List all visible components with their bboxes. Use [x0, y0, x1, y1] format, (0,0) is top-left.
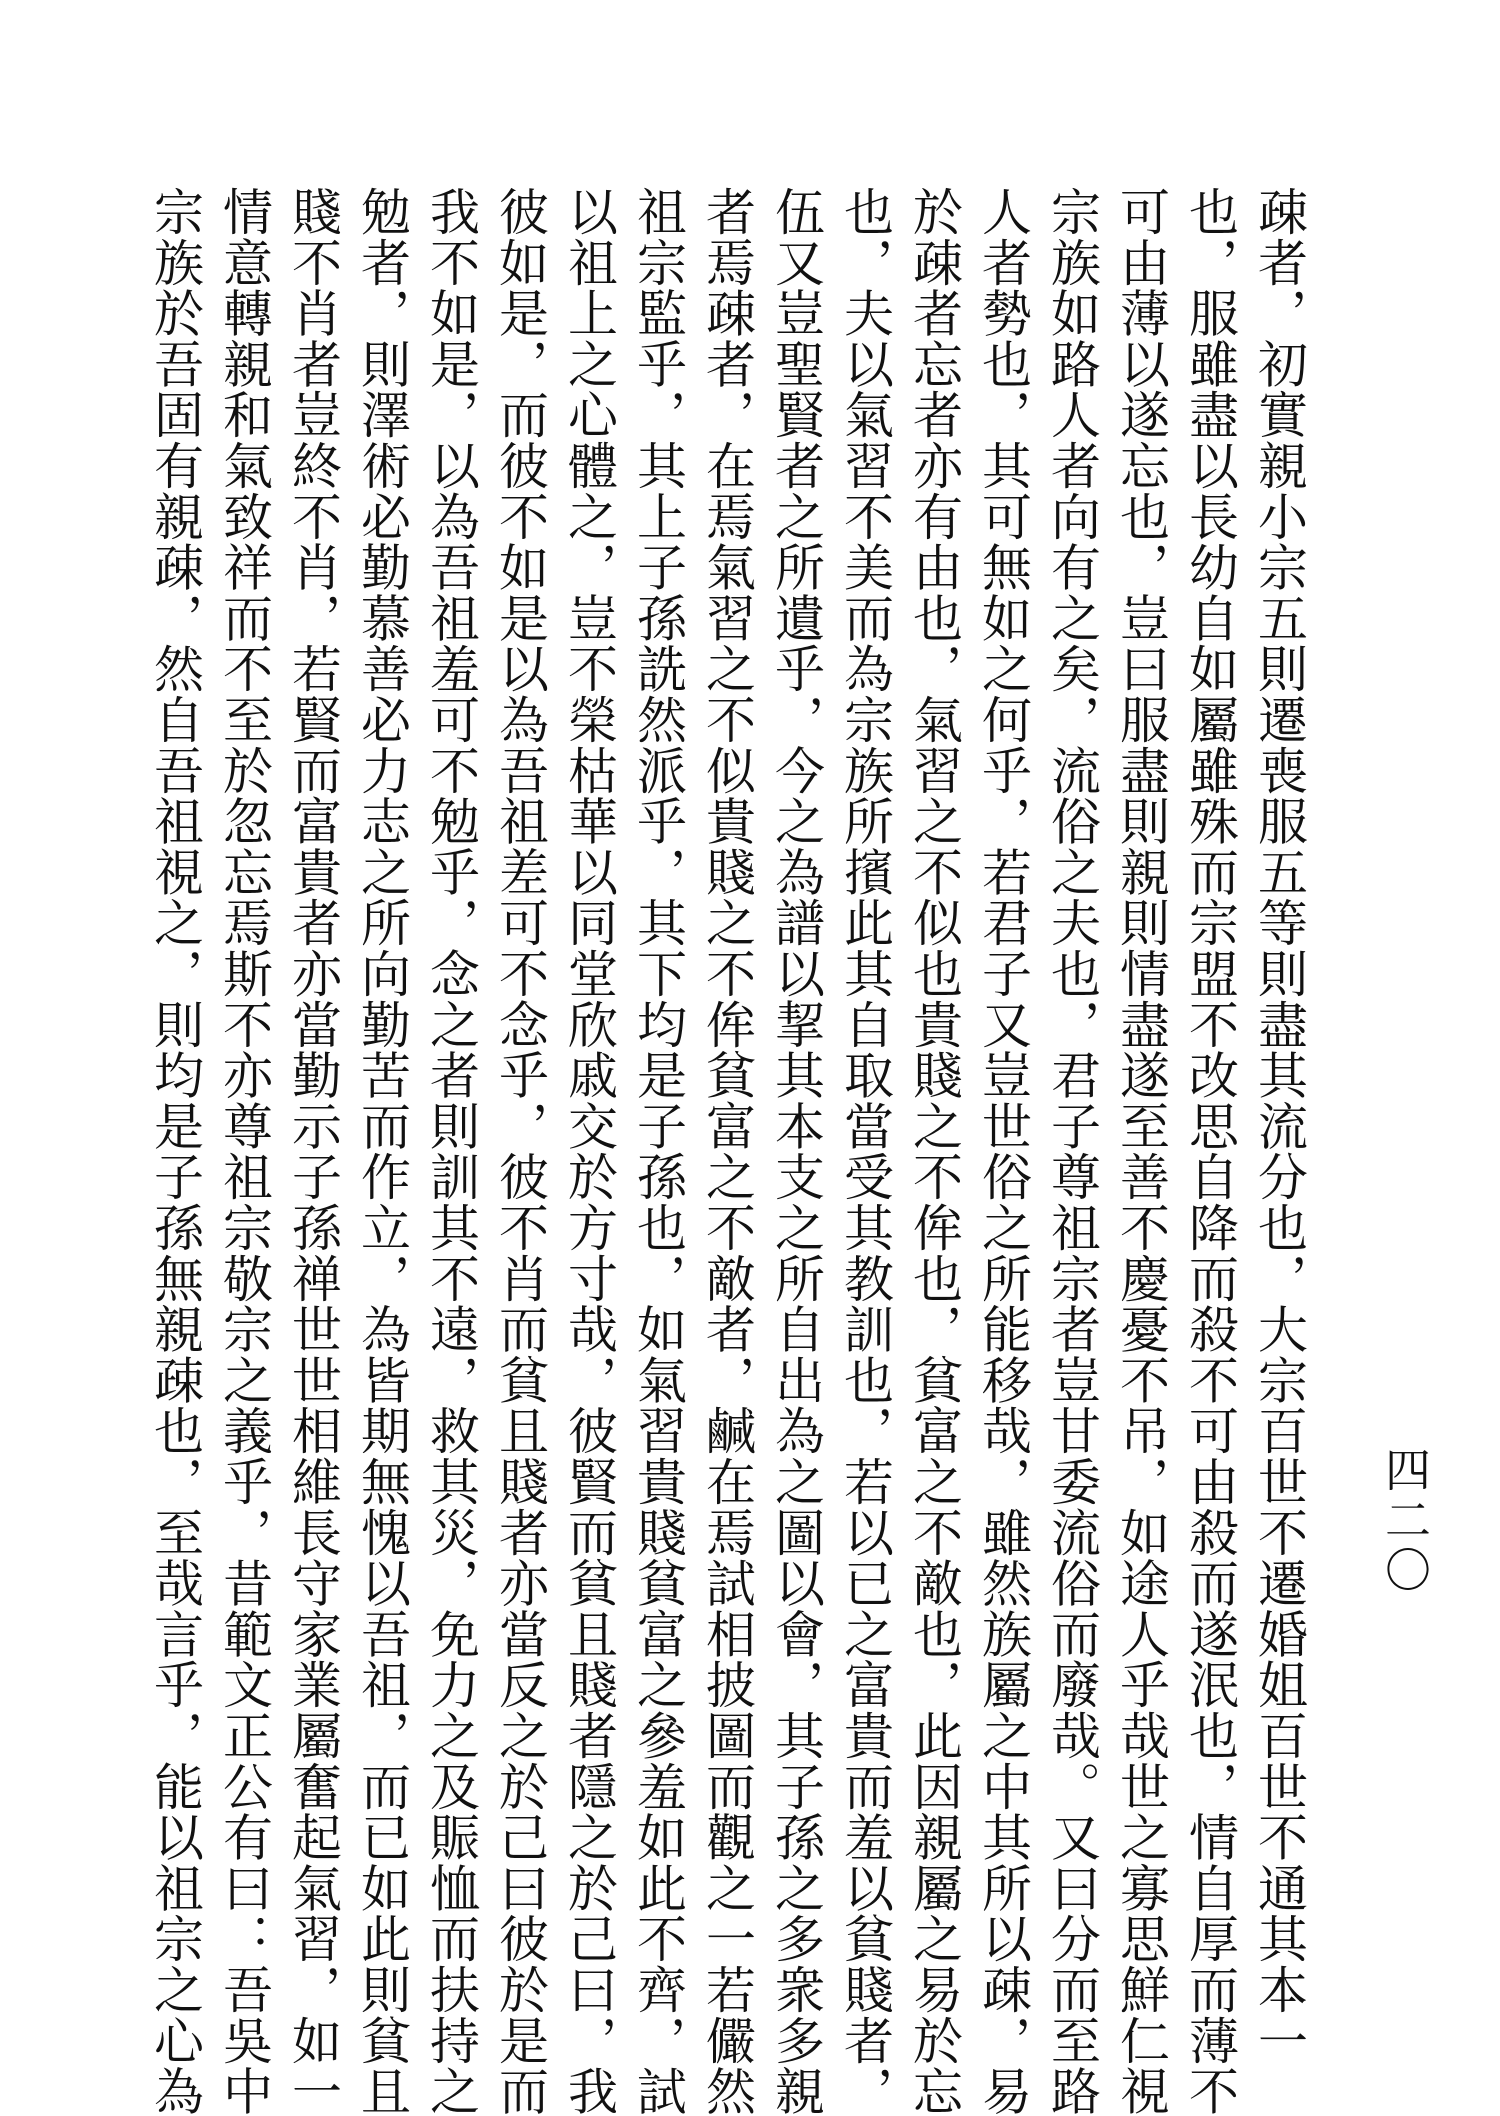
text-column: 於疎者忘者亦有由也，氣習之不似也貴賤之不侔也，貧富之不敵也，此因親屬之易於忘: [905, 186, 963, 2116]
text-column: 勉者，則澤術必勤慕善必力志之所向勤苦而作立，為皆期無愧以吾祖，而已如此則貧且: [353, 186, 411, 2116]
text-column: 也，夫以氣習不美而為宗族所擯此其自取當受其教訓也，若以已之富貴而羞以貧賤者，: [836, 186, 894, 2116]
text-column: 宗族於吾固有親疎，然自吾祖視之，則均是子孫無親疎也，至哉言乎，能以祖宗之心為: [146, 186, 204, 2116]
text-column: 可由薄以遂忘也，豈曰服盡則親則情盡遂至善不慶憂不吊，如途人乎哉世之寡思鮮仁視: [1112, 186, 1170, 2116]
body-text: [146, 186, 1313, 2116]
text-column: 彼如是，而彼不如是以為吾祖差可不念乎，彼不肖而貧且賤者亦當反之於己曰彼於是而: [491, 186, 549, 2116]
text-column: 疎者，初實親小宗五則遷喪服五等則盡其流分也，大宗百世不遷婚姐百世不通其本一: [1250, 186, 1308, 2066]
text-column: 也，服雖盡以長幼自如屬雖殊而宗盟不改思自降而殺不可由殺而遂泯也，情自厚而薄不: [1181, 186, 1239, 2116]
text-column: 者焉疎者，在焉氣習之不似貴賤之不侔貧富之不敵者，鹹在焉試相披圖而觀之一若儼然: [698, 186, 756, 2116]
text-column: 賤不肖者豈終不肖，若賢而富貴者亦當勤示子孫禅世世相維長守家業屬奮起氣習，如一: [284, 186, 342, 2116]
text-column: 伍又豈聖賢者之所遺乎，今之為譜以挈其本支之所自出為之圖以會，其子孫之多衆多親: [767, 186, 825, 2116]
page-number: 四二〇: [1378, 1446, 1432, 1596]
text-column: 情意轉親和氣致祥而不至於忽忘焉斯不亦尊祖宗敬宗之義乎，昔範文正公有曰：吾吳中: [215, 186, 273, 2116]
text-column: 祖宗監乎，其上子孫詵然派乎，其下均是子孫也，如氣習貴賤貧富之參羞如此不齊，試: [629, 186, 687, 2116]
text-column: 人者勢也，其可無如之何乎，若君子又豈世俗之所能移哉，雖然族屬之中其所以疎，易: [974, 186, 1032, 2116]
text-column: 以祖上之心體之，豈不榮枯華以同堂欣戚交於方寸哉，彼賢而貧且賤者隱之於己曰，我: [560, 186, 618, 2116]
text-column: 宗族如路人者向有之矣，流俗之夫也，君子尊祖宗者豈甘委流俗而廢哉。又曰分而至路: [1043, 186, 1101, 2116]
text-column: 我不如是，以為吾祖羞可不勉乎，念之者則訓其不遠，救其災，免力之及賑恤而扶持之: [422, 186, 480, 2116]
